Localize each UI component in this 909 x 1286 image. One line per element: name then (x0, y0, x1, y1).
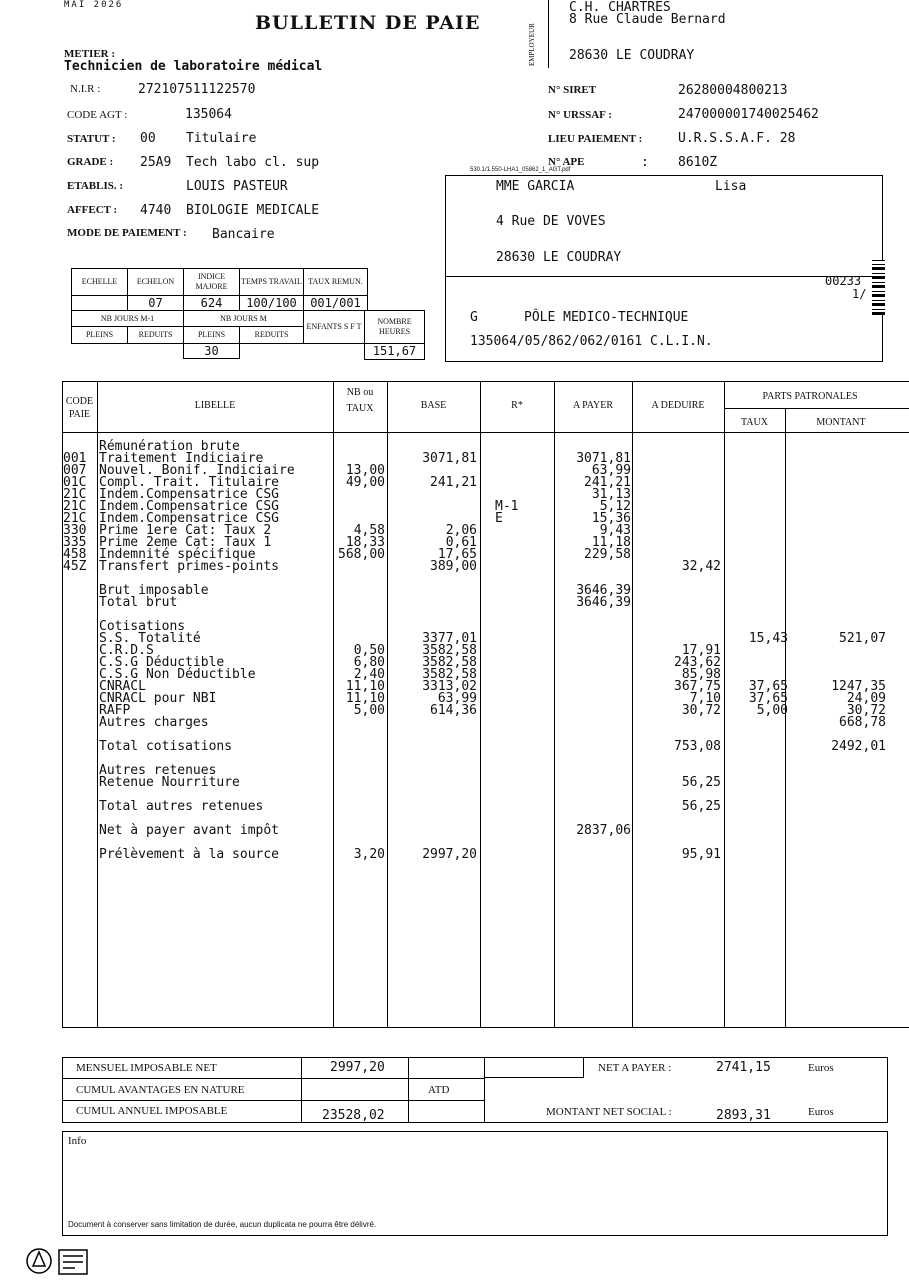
row-base: 3377,01 (422, 631, 477, 646)
col-r-header: R* (511, 400, 523, 411)
table-row (0, 825, 909, 837)
mensuel-value: 2997,20 (330, 1060, 385, 1075)
row-lib: Indem.Compensatrice CSG (99, 487, 280, 502)
row-pay: 2837,06 (576, 823, 631, 838)
social-unit: Euros (808, 1106, 834, 1118)
table-row (0, 801, 909, 813)
row-nb: 13,00 (345, 463, 385, 478)
row-lib: Prime 1ere Cat: Taux 2 (99, 523, 272, 538)
grid-heures-header: NOMBRE HEURES (364, 310, 425, 344)
grid-temps-value: 100/100 (239, 295, 304, 311)
col-patronales-header: PARTS PATRONALES (762, 391, 858, 402)
metier-value: Technicien de laboratoire médical (64, 59, 323, 74)
grid-m-pleins-header: PLEINS (183, 326, 240, 344)
grid-echelon-value: 07 (127, 295, 184, 311)
nir-value: 272107511122570 (138, 82, 256, 97)
mensuel-label: MENSUEL IMPOSABLE NET (76, 1062, 217, 1074)
row-pay: 241,21 (584, 475, 631, 490)
grid-echelle-header: ECHELLE (71, 268, 128, 296)
row-ded: 56,25 (681, 775, 721, 790)
row-pmont: 24,09 (846, 691, 886, 706)
row-base: 3582,58 (422, 655, 477, 670)
grid-indice-header: INDICE MAJORE (183, 268, 240, 296)
mode-value: Bancaire (212, 227, 275, 242)
row-base: 3313,02 (422, 679, 477, 694)
ape-label: N° APE (548, 156, 585, 168)
row-code: 001 (63, 451, 87, 466)
net-placeholder-box (484, 1057, 584, 1078)
row-lib: Nouvel. Bonif. Indiciaire (99, 463, 295, 478)
statut-code: 00 (140, 131, 156, 146)
grid-echelle-value (71, 295, 128, 311)
siret-value: 26280004800213 (678, 83, 788, 98)
row-nb: 11,10 (345, 679, 385, 694)
row-nb: 2,40 (353, 667, 385, 682)
row-base: 3071,81 (422, 451, 477, 466)
employer-street: 8 Rue Claude Bernard (569, 12, 726, 27)
employer-city: 28630 LE COUDRAY (569, 48, 695, 63)
col-montant-header: MONTANT (816, 417, 866, 428)
row-lib: Retenue Nourriture (99, 775, 240, 790)
row-nb: 11,10 (345, 691, 385, 706)
row-ptaux: 37,65 (748, 691, 788, 706)
row-lib: Prime 2eme Cat: Taux 1 (99, 535, 272, 550)
row-base: 3582,58 (422, 667, 477, 682)
lieu-label: LIEU PAIEMENT : (548, 133, 643, 145)
row-lib: Total brut (99, 595, 178, 610)
legal-notice: Document à conserver sans limitation de durée, aucun duplicata ne pourra être délivré. (68, 1220, 377, 1229)
row-pay: 5,12 (599, 499, 631, 514)
grid-echelon-header: ECHELON (127, 268, 184, 296)
row-ded: 243,62 (674, 655, 721, 670)
row-code: 335 (63, 535, 87, 550)
row-code: 01C (63, 475, 87, 490)
row-pay: 9,43 (599, 523, 631, 538)
row-pmont: 2492,01 (831, 739, 886, 754)
row-lib: Indem.Compensatrice CSG (99, 499, 280, 514)
sequence-page: 1/ (852, 287, 867, 301)
row-base: 241,21 (430, 475, 477, 490)
net-unit: Euros (808, 1062, 834, 1074)
row-base: 0,61 (445, 535, 477, 550)
row-lib: Prélèvement à la source (99, 847, 280, 862)
code-agt-value: 135064 (185, 107, 232, 122)
siret-label: N° SIRET (548, 84, 597, 96)
urssaf-label: N° URSSAF : (548, 109, 612, 121)
table-row (0, 717, 909, 729)
col-nb-header: NB ou TAUX (346, 387, 374, 414)
affect-label: AFFECT : (67, 204, 118, 216)
nir-label: N.I.R : (70, 83, 101, 95)
row-ded: 17,91 (681, 643, 721, 658)
row-pmont: 521,07 (839, 631, 886, 646)
atd-label: ATD (428, 1084, 450, 1096)
grid-m-pleins-value: 30 (183, 343, 240, 359)
ape-sep: : (641, 155, 649, 170)
grid-jours-m-header: NB JOURS M (183, 310, 304, 327)
row-code: 21C (63, 499, 87, 514)
row-lib: CNRACL pour NBI (99, 691, 217, 706)
row-code: 458 (63, 547, 87, 562)
table-row (0, 741, 909, 753)
net-label: NET A PAYER : (598, 1062, 672, 1074)
row-ded: 95,91 (681, 847, 721, 862)
row-pay: 31,13 (591, 487, 631, 502)
page-title: BULLETIN DE PAIE (255, 12, 481, 34)
row-pay: 63,99 (591, 463, 631, 478)
grade-value: Tech labo cl. sup (186, 155, 320, 170)
row-lib: Traitement Indiciaire (99, 451, 264, 466)
row-lib: C.R.D.S (99, 643, 154, 658)
row-base: 2,06 (445, 523, 477, 538)
row-lib: Compl. Trait. Titulaire (99, 475, 280, 490)
grade-label: GRADE : (67, 156, 114, 168)
row-nb: 4,58 (353, 523, 385, 538)
row-lib: Net à payer avant impôt (99, 823, 280, 838)
row-lib: RAFP (99, 703, 131, 718)
col-apayer-header: A PAYER (572, 400, 614, 411)
table-row (0, 777, 909, 789)
row-pmont: 668,78 (839, 715, 886, 730)
col-base-header: BASE (420, 400, 447, 411)
row-ptaux: 37,65 (748, 679, 788, 694)
service-name: PÔLE MEDICO-TECHNIQUE (524, 310, 689, 325)
row-lib: C.S.G Déductible (99, 655, 225, 670)
grid-enfants-header: ENFANTS S F T (303, 310, 365, 344)
row-lib: Indemnité spécifique (99, 547, 256, 562)
recipient-city: 28630 LE COUDRAY (496, 250, 622, 265)
metier-label: METIER : (64, 48, 116, 60)
row-lib: Total autres retenues (99, 799, 264, 814)
row-lib: Autres retenues (99, 763, 217, 778)
info-label: Info (68, 1135, 87, 1147)
row-lib: Transfert primes-points (99, 559, 280, 574)
net-value: 2741,15 (716, 1060, 771, 1075)
row-code: 330 (63, 523, 87, 538)
recipient-first-name: Lisa (715, 179, 747, 194)
row-code: 007 (63, 463, 87, 478)
social-value: 2893,31 (716, 1108, 771, 1123)
row-lib: Total cotisations (99, 739, 233, 754)
table-row (0, 561, 909, 573)
mode-label: MODE DE PAIEMENT : (67, 227, 187, 239)
row-nb: 18,33 (345, 535, 385, 550)
row-base: 63,99 (437, 691, 477, 706)
row-pay: 15,36 (591, 511, 631, 526)
row-lib: Rémunération brute (99, 439, 240, 454)
lieu-value: U.R.S.S.A.F. 28 (678, 131, 796, 146)
col-adeduire-header: A DEDUIRE (651, 400, 705, 411)
service-reference: 135064/05/862/062/0161 C.L.I.N. (470, 334, 713, 349)
social-label: MONTANT NET SOCIAL : (546, 1106, 672, 1118)
grid-temps-header: TEMPS TRAVAIL (239, 268, 304, 296)
row-pay: 3646,39 (576, 595, 631, 610)
grid-m1-pleins-header: PLEINS (71, 326, 128, 344)
row-ptaux: 15,43 (748, 631, 788, 646)
statut-label: STATUT : (67, 133, 116, 145)
row-base: 3582,58 (422, 643, 477, 658)
row-lib: C.S.G Non Déductible (99, 667, 256, 682)
row-r: M-1 (495, 499, 519, 514)
row-lib: CNRACL (99, 679, 146, 694)
row-pmont: 30,72 (846, 703, 886, 718)
row-nb: 0,50 (353, 643, 385, 658)
row-ded: 367,75 (674, 679, 721, 694)
code-agt-label: CODE AGT : (67, 109, 128, 121)
row-lib: Indem.Compensatrice CSG (99, 511, 280, 526)
row-ded: 7,10 (689, 691, 721, 706)
affect-code: 4740 (140, 203, 172, 218)
row-ded: 56,25 (681, 799, 721, 814)
row-base: 614,36 (430, 703, 477, 718)
row-nb: 49,00 (345, 475, 385, 490)
cumul-avantages-label: CUMUL AVANTAGES EN NATURE (76, 1084, 245, 1096)
col-libelle-header: LIBELLE (194, 400, 236, 411)
grid-m1-reduits-header: REDUITS (127, 326, 184, 344)
col-code-header: CODE PAIE (65, 396, 94, 420)
affect-value: BIOLOGIE MEDICALE (186, 203, 320, 218)
row-lib: S.S. Totalité (99, 631, 201, 646)
table-row (0, 597, 909, 609)
row-nb: 5,00 (353, 703, 385, 718)
employer-name: C.H. CHARTRES (569, 0, 671, 15)
urssaf-value: 247000001740025462 (678, 107, 819, 122)
row-ded: 753,08 (674, 739, 721, 754)
row-base: 389,00 (430, 559, 477, 574)
row-ded: 32,42 (681, 559, 721, 574)
sequence-number: 00233 (825, 274, 862, 288)
grid-jours-m1-header: NB JOURS M-1 (71, 310, 184, 327)
row-pay: 3646,39 (576, 583, 631, 598)
row-ded: 30,72 (681, 703, 721, 718)
datamatrix-barcode (872, 260, 885, 315)
row-nb: 3,20 (353, 847, 385, 862)
row-nb: 6,80 (353, 655, 385, 670)
etablis-value: LOUIS PASTEUR (186, 179, 288, 194)
row-pay: 11,18 (591, 535, 631, 550)
row-code: 21C (63, 511, 87, 526)
row-code: 21C (63, 487, 87, 502)
row-pay: 3071,81 (576, 451, 631, 466)
file-reference: 530.1/1.550-LHA1_05862_1_AGT.pdf (470, 167, 571, 173)
row-lib: Cotisations (99, 619, 186, 634)
grade-code: 25A9 (140, 155, 172, 170)
row-lib: Autres charges (99, 715, 209, 730)
col-taux-header: TAUX (741, 417, 768, 428)
row-pmont: 1247,35 (831, 679, 886, 694)
ape-value: 8610Z (678, 155, 718, 170)
grid-m-reduits-header: REDUITS (239, 326, 304, 344)
recipient-name: MME GARCIA (496, 179, 575, 194)
table-row (0, 849, 909, 861)
row-pay: 229,58 (584, 547, 631, 562)
row-r: E (495, 511, 503, 526)
recipient-street: 4 Rue DE VOVES (496, 214, 606, 229)
grid-taux-value: 001/001 (303, 295, 368, 311)
row-ptaux: 5,00 (756, 703, 788, 718)
grid-taux-header: TAUX REMUN. (303, 268, 368, 296)
grid-indice-value: 624 (183, 295, 240, 311)
row-nb: 568,00 (338, 547, 385, 562)
cumul-annuel-label: CUMUL ANNUEL IMPOSABLE (76, 1105, 228, 1117)
pay-period: MAI 2026 (64, 0, 124, 10)
row-base: 2997,20 (422, 847, 477, 862)
service-code: G (470, 310, 478, 325)
row-code: 45Z (63, 559, 87, 574)
statut-value: Titulaire (186, 131, 257, 146)
etablis-label: ETABLIS. : (67, 180, 124, 192)
row-base: 17,65 (437, 547, 477, 562)
recycle-logo-icon (25, 1244, 95, 1278)
employer-tag: EMPLOYEUR (528, 23, 536, 66)
row-lib: Brut imposable (99, 583, 209, 598)
row-ded: 85,98 (681, 667, 721, 682)
grid-heures-value: 151,67 (364, 343, 425, 360)
cumul-annuel-value: 23528,02 (322, 1108, 385, 1123)
